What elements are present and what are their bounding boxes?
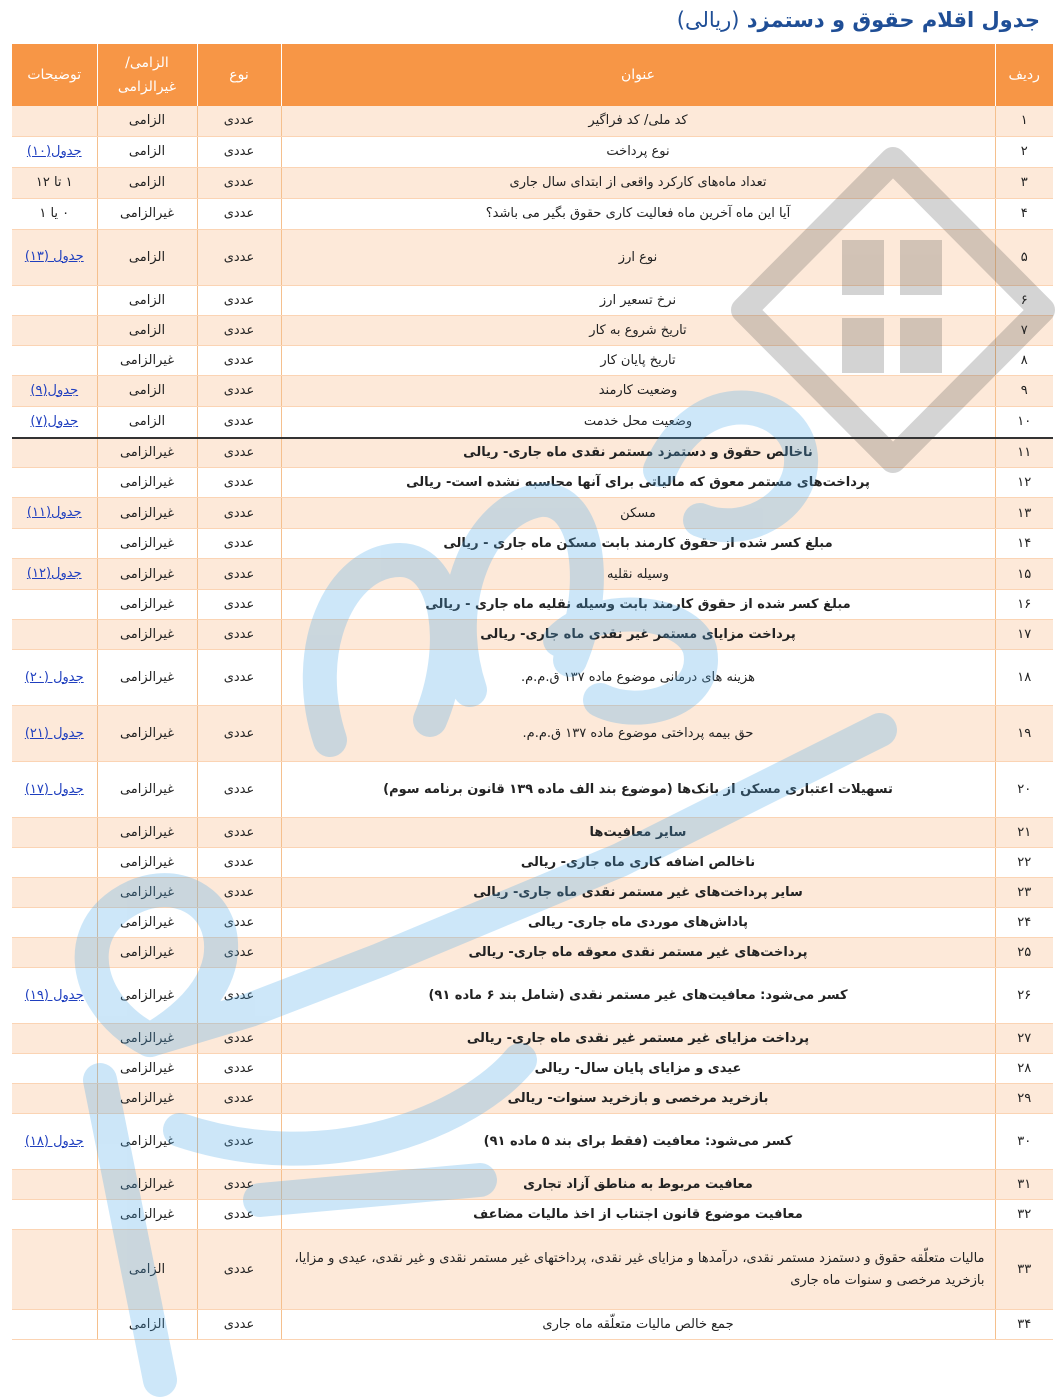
table-reference-link[interactable]: جدول(۱۰) bbox=[26, 143, 82, 159]
row-type: عددی bbox=[197, 818, 281, 848]
table-row bbox=[12, 1170, 1053, 1200]
table-row bbox=[12, 938, 1053, 968]
row-title: وسیله نقلیه bbox=[281, 559, 995, 590]
row-number: ۱۶ bbox=[995, 590, 1053, 620]
row-number: ۲ bbox=[995, 136, 1053, 167]
row-title: مالیات متعلّقه حقوق و دستمزد مستمر نقدی، درآمدها و مزایای غیر نقدی، پرداختهای غیر مستمر نقدی و غیر نقدی، عیدی و مزایا، بازخرید مرخصی و سنوات ماه جاری bbox=[281, 1230, 995, 1310]
table-header-row bbox=[12, 44, 1053, 106]
row-title: تسهیلات اعتباری مسکن از بانک‌ها (موضوع بند الف ماده ۱۳۹ قانون برنامه سوم) bbox=[281, 762, 995, 818]
row-number: ۳۰ bbox=[995, 1114, 1053, 1170]
row-type: عددی bbox=[197, 1170, 281, 1200]
row-type: عددی bbox=[197, 468, 281, 498]
row-number: ۲۰ bbox=[995, 762, 1053, 818]
row-note bbox=[12, 1230, 97, 1310]
row-title: هزینه های درمانی موضوع ماده ۱۳۷ ق.م.م. bbox=[281, 650, 995, 706]
row-type: عددی bbox=[197, 315, 281, 345]
row-note bbox=[12, 938, 97, 968]
row-type: عددی bbox=[197, 968, 281, 1024]
row-type: عددی bbox=[197, 1230, 281, 1310]
row-required: غیرالزامی bbox=[97, 1114, 197, 1170]
row-type: عددی bbox=[197, 285, 281, 315]
table-reference-link[interactable]: جدول (۲۱) bbox=[24, 725, 84, 741]
page-title-main: جدول اقلام حقوق و دستمزد bbox=[746, 8, 1040, 32]
row-number: ۱۰ bbox=[995, 406, 1053, 438]
row-number: ۳۲ bbox=[995, 1200, 1053, 1230]
row-required: غیرالزامی bbox=[97, 438, 197, 468]
row-note bbox=[12, 1200, 97, 1230]
table-row bbox=[12, 285, 1053, 315]
row-title: نرخ تسعیر ارز bbox=[281, 285, 995, 315]
row-note bbox=[12, 468, 97, 498]
row-required: الزامی bbox=[97, 406, 197, 438]
row-note bbox=[12, 1114, 97, 1170]
row-title: ناخالص حقوق و دستمزد مستمر نقدی ماه جاری- ریالی bbox=[281, 438, 995, 468]
row-type: عددی bbox=[197, 375, 281, 406]
row-title: نوع ارز bbox=[281, 229, 995, 285]
row-note bbox=[12, 1310, 97, 1340]
row-required: غیرالزامی bbox=[97, 762, 197, 818]
row-title: مبلغ کسر شده از حقوق کارمند بابت وسیله نقلیه ماه جاری - ریالی bbox=[281, 590, 995, 620]
row-number: ۱۹ bbox=[995, 706, 1053, 762]
row-type: عددی bbox=[197, 1024, 281, 1054]
row-note bbox=[12, 818, 97, 848]
row-number: ۱۷ bbox=[995, 620, 1053, 650]
table-reference-link[interactable]: جدول (۱۸) bbox=[24, 1133, 84, 1149]
row-type: عددی bbox=[197, 345, 281, 375]
row-number: ۴ bbox=[995, 198, 1053, 229]
table-row bbox=[12, 229, 1053, 285]
row-number: ۱۱ bbox=[995, 438, 1053, 468]
row-title: پرداخت مزایای غیر مستمر غیر نقدی ماه جاری- ریالی bbox=[281, 1024, 995, 1054]
table-row bbox=[12, 706, 1053, 762]
row-required: غیرالزامی bbox=[97, 620, 197, 650]
table-row bbox=[12, 1084, 1053, 1114]
row-note bbox=[12, 968, 97, 1024]
row-note bbox=[12, 345, 97, 375]
row-title: کسر می‌شود: معافیت (فقط برای بند ۵ ماده ۹۱) bbox=[281, 1114, 995, 1170]
row-note bbox=[12, 908, 97, 938]
row-title: پرداخت مزایای مستمر غیر نقدی ماه جاری- ریالی bbox=[281, 620, 995, 650]
row-required: غیرالزامی bbox=[97, 345, 197, 375]
row-required: غیرالزامی bbox=[97, 650, 197, 706]
row-note bbox=[12, 315, 97, 345]
row-note bbox=[12, 529, 97, 559]
row-note bbox=[12, 559, 97, 590]
table-reference-link[interactable]: جدول (۱۳) bbox=[24, 249, 84, 264]
table-row bbox=[12, 818, 1053, 848]
row-required: غیرالزامی bbox=[97, 968, 197, 1024]
table-row bbox=[12, 106, 1053, 136]
table-row bbox=[12, 1114, 1053, 1170]
row-required: غیرالزامی bbox=[97, 848, 197, 878]
row-note bbox=[12, 498, 97, 529]
row-note bbox=[12, 1054, 97, 1084]
row-note bbox=[12, 229, 97, 285]
table-row bbox=[12, 406, 1053, 438]
header-required-line1: الزامی/ bbox=[125, 55, 169, 71]
row-type: عددی bbox=[197, 848, 281, 878]
row-number: ۶ bbox=[995, 285, 1053, 315]
row-number: ۱۲ bbox=[995, 468, 1053, 498]
table-row bbox=[12, 498, 1053, 529]
row-title: پرداخت‌های مستمر معوق که مالیاتی برای آنها محاسبه نشده است- ریالی bbox=[281, 468, 995, 498]
row-number: ۳۱ bbox=[995, 1170, 1053, 1200]
table-row bbox=[12, 1054, 1053, 1084]
row-title: عیدی و مزایای پایان سال- ریالی bbox=[281, 1054, 995, 1084]
row-title: کد ملی/ کد فراگیر bbox=[281, 106, 995, 136]
table-row bbox=[12, 762, 1053, 818]
row-required: الزامی bbox=[97, 1310, 197, 1340]
row-required: غیرالزامی bbox=[97, 1200, 197, 1230]
header-row-number: ردیف bbox=[995, 44, 1053, 106]
row-required: غیرالزامی bbox=[97, 908, 197, 938]
table-row bbox=[12, 438, 1053, 468]
row-note bbox=[12, 406, 97, 438]
row-title: ناخالص اضافه کاری ماه جاری- ریالی bbox=[281, 848, 995, 878]
table-row bbox=[12, 559, 1053, 590]
row-type: عددی bbox=[197, 1054, 281, 1084]
row-required: الزامی bbox=[97, 106, 197, 136]
table-row bbox=[12, 468, 1053, 498]
row-note bbox=[12, 762, 97, 818]
row-title: جمع خالص مالیات متعلّقه ماه جاری bbox=[281, 1310, 995, 1340]
table-row bbox=[12, 848, 1053, 878]
row-required: الزامی bbox=[97, 285, 197, 315]
row-title: مسکن bbox=[281, 498, 995, 529]
row-note bbox=[12, 1170, 97, 1200]
row-note: ۰ یا ۱ bbox=[12, 198, 97, 229]
table-row bbox=[12, 1310, 1053, 1340]
row-title: مبلغ کسر شده از حقوق کارمند بابت مسکن ماه جاری - ریالی bbox=[281, 529, 995, 559]
table-row bbox=[12, 1200, 1053, 1230]
table-row bbox=[12, 136, 1053, 167]
table-row bbox=[12, 345, 1053, 375]
row-number: ۱۸ bbox=[995, 650, 1053, 706]
row-type: عددی bbox=[197, 167, 281, 198]
table-row bbox=[12, 968, 1053, 1024]
row-required: غیرالزامی bbox=[97, 468, 197, 498]
row-title: معافیت مربوط به مناطق آزاد تجاری bbox=[281, 1170, 995, 1200]
row-number: ۱۳ bbox=[995, 498, 1053, 529]
row-note bbox=[12, 590, 97, 620]
row-required: غیرالزامی bbox=[97, 590, 197, 620]
row-number: ۵ bbox=[995, 229, 1053, 285]
row-title: سایر پرداخت‌های غیر مستمر نقدی ماه جاری- ریالی bbox=[281, 878, 995, 908]
row-number: ۱ bbox=[995, 106, 1053, 136]
row-title: حق بیمه پرداختی موضوع ماده ۱۳۷ ق.م.م. bbox=[281, 706, 995, 762]
row-title: وضعیت محل خدمت bbox=[281, 406, 995, 438]
row-number: ۹ bbox=[995, 375, 1053, 406]
row-required: غیرالزامی bbox=[97, 938, 197, 968]
row-required: غیرالزامی bbox=[97, 529, 197, 559]
row-required: غیرالزامی bbox=[97, 706, 197, 762]
row-required: الزامی bbox=[97, 136, 197, 167]
table-row bbox=[12, 650, 1053, 706]
row-required: غیرالزامی bbox=[97, 1170, 197, 1200]
header-type: نوع bbox=[197, 44, 281, 106]
row-type: عددی bbox=[197, 1200, 281, 1230]
row-number: ۲۷ bbox=[995, 1024, 1053, 1054]
header-title: عنوان bbox=[281, 44, 995, 106]
row-note bbox=[12, 285, 97, 315]
table-row bbox=[12, 198, 1053, 229]
row-type: عددی bbox=[197, 438, 281, 468]
row-required: الزامی bbox=[97, 167, 197, 198]
row-type: عددی bbox=[197, 762, 281, 818]
row-title: تاریخ شروع به کار bbox=[281, 315, 995, 345]
row-type: عددی bbox=[197, 938, 281, 968]
page-title-unit: (ریالی) bbox=[676, 8, 740, 32]
row-type: عددی bbox=[197, 559, 281, 590]
row-number: ۲۲ bbox=[995, 848, 1053, 878]
row-note bbox=[12, 848, 97, 878]
row-type: عددی bbox=[197, 136, 281, 167]
row-number: ۲۱ bbox=[995, 818, 1053, 848]
row-number: ۲۳ bbox=[995, 878, 1053, 908]
row-number: ۱۴ bbox=[995, 529, 1053, 559]
row-type: عددی bbox=[197, 706, 281, 762]
row-number: ۸ bbox=[995, 345, 1053, 375]
row-note bbox=[12, 620, 97, 650]
row-number: ۲۴ bbox=[995, 908, 1053, 938]
row-number: ۲۹ bbox=[995, 1084, 1053, 1114]
header-required-line2: غیرالزامی bbox=[117, 79, 177, 95]
table-row bbox=[12, 590, 1053, 620]
row-type: عددی bbox=[197, 229, 281, 285]
row-title: تعداد ماه‌های کارکرد واقعی از ابتدای سال جاری bbox=[281, 167, 995, 198]
table-row bbox=[12, 1024, 1053, 1054]
table-reference-link[interactable]: جدول (۱۹) bbox=[24, 987, 84, 1003]
row-title: پاداش‌های موردی ماه جاری- ریالی bbox=[281, 908, 995, 938]
row-number: ۲۵ bbox=[995, 938, 1053, 968]
table-reference-link[interactable]: جدول (۲۰) bbox=[24, 669, 84, 685]
row-type: عددی bbox=[197, 1114, 281, 1170]
row-required: غیرالزامی bbox=[97, 818, 197, 848]
table-row bbox=[12, 620, 1053, 650]
table-row bbox=[12, 878, 1053, 908]
row-type: عددی bbox=[197, 878, 281, 908]
table-reference-link[interactable]: جدول(۹) bbox=[30, 382, 79, 398]
row-type: عددی bbox=[197, 529, 281, 559]
payroll-items-table bbox=[12, 44, 1053, 1340]
row-note bbox=[12, 1024, 97, 1054]
row-note bbox=[12, 650, 97, 706]
table-reference-link[interactable]: جدول (۱۷) bbox=[24, 781, 84, 797]
row-title: پرداخت‌های غیر مستمر نقدی معوقه ماه جاری- ریالی bbox=[281, 938, 995, 968]
row-note bbox=[12, 375, 97, 406]
row-note bbox=[12, 878, 97, 908]
row-title: سایر معافیت‌ها bbox=[281, 818, 995, 848]
table-row bbox=[12, 1230, 1053, 1310]
row-note bbox=[12, 438, 97, 468]
row-required: الزامی bbox=[97, 375, 197, 406]
row-type: عددی bbox=[197, 650, 281, 706]
table-reference-link[interactable]: جدول(۷) bbox=[30, 413, 79, 429]
row-type: عددی bbox=[197, 908, 281, 938]
row-number: ۷ bbox=[995, 315, 1053, 345]
row-title: کسر می‌شود: معافیت‌های غیر مستمر نقدی (شامل بند ۶ ماده ۹۱) bbox=[281, 968, 995, 1024]
row-note bbox=[12, 136, 97, 167]
row-title: وضعیت کارمند bbox=[281, 375, 995, 406]
table-row bbox=[12, 529, 1053, 559]
row-required: غیرالزامی bbox=[97, 1054, 197, 1084]
row-title: تاریخ پایان کار bbox=[281, 345, 995, 375]
row-number: ۳۴ bbox=[995, 1310, 1053, 1340]
row-number: ۲۶ bbox=[995, 968, 1053, 1024]
table-row bbox=[12, 315, 1053, 345]
row-note bbox=[12, 106, 97, 136]
header-required bbox=[97, 44, 197, 106]
row-required: غیرالزامی bbox=[97, 198, 197, 229]
row-type: عددی bbox=[197, 590, 281, 620]
table-body bbox=[12, 106, 1053, 1340]
table-row bbox=[12, 908, 1053, 938]
row-number: ۱۵ bbox=[995, 559, 1053, 590]
row-note bbox=[12, 1084, 97, 1114]
table-row bbox=[12, 375, 1053, 406]
row-type: عددی bbox=[197, 620, 281, 650]
table-row bbox=[12, 167, 1053, 198]
row-type: عددی bbox=[197, 1084, 281, 1114]
row-required: غیرالزامی bbox=[97, 1084, 197, 1114]
row-number: ۲۸ bbox=[995, 1054, 1053, 1084]
row-number: ۳ bbox=[995, 167, 1053, 198]
row-type: عددی bbox=[197, 198, 281, 229]
row-number: ۳۳ bbox=[995, 1230, 1053, 1310]
row-required: الزامی bbox=[97, 229, 197, 285]
row-note bbox=[12, 706, 97, 762]
row-note: ۱ تا ۱۲ bbox=[12, 167, 97, 198]
row-title: نوع پرداخت bbox=[281, 136, 995, 167]
row-type: عددی bbox=[197, 498, 281, 529]
row-type: عددی bbox=[197, 1310, 281, 1340]
row-type: عددی bbox=[197, 406, 281, 438]
header-notes: توضیحات bbox=[12, 44, 97, 106]
row-required: غیرالزامی bbox=[97, 1024, 197, 1054]
row-title: آیا این ماه آخرین ماه فعالیت کاری حقوق بگیر می باشد؟ bbox=[281, 198, 995, 229]
row-title: بازخرید مرخصی و بازخرید سنوات- ریالی bbox=[281, 1084, 995, 1114]
row-required: غیرالزامی bbox=[97, 559, 197, 590]
page-title bbox=[677, 8, 1040, 32]
row-title: معافیت موضوع قانون اجتناب از اخذ مالیات مضاعف bbox=[281, 1200, 995, 1230]
row-type: عددی bbox=[197, 106, 281, 136]
table-reference-link[interactable]: جدول(۱۲) bbox=[26, 566, 82, 581]
row-required: الزامی bbox=[97, 315, 197, 345]
row-required: الزامی bbox=[97, 1230, 197, 1310]
row-required: غیرالزامی bbox=[97, 498, 197, 529]
row-required: غیرالزامی bbox=[97, 878, 197, 908]
table-reference-link[interactable]: جدول(۱۱) bbox=[26, 505, 82, 520]
